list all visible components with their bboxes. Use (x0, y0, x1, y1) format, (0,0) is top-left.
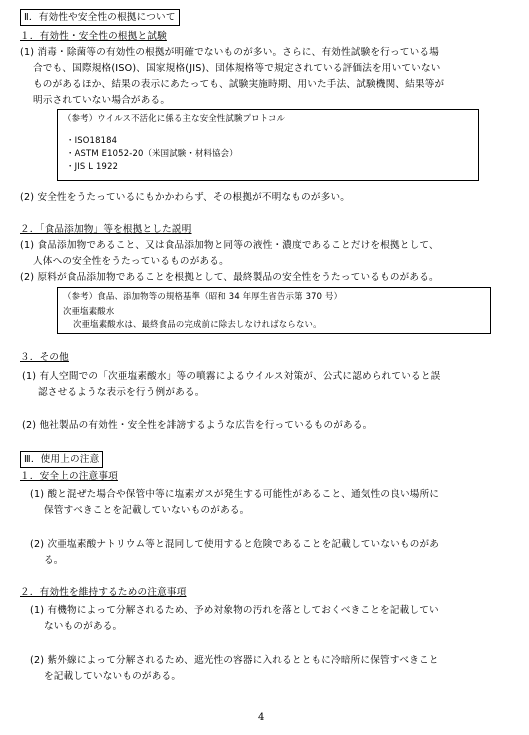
section-heading-validity: Ⅱ．有効性や安全性の根拠について (20, 9, 180, 26)
paragraph-line: 人体への安全性をうたっているものがある。 (33, 256, 229, 267)
paragraph-line: (2) 他社製品の有効性・安全性を誹謗するような広告を行っているものがある。 (22, 420, 373, 431)
subsection-title-food-additive: ２．「食品添加物」等を根拠とした説明 (20, 224, 192, 235)
subsection-title-safety: １．安全上の注意事項 (20, 471, 118, 482)
paragraph-line: (1) 有人空間での「次亜塩素酸水」等の噴霧によるウイルス対策が、公式に認められていると誤 (22, 371, 441, 382)
paragraph-line: (2) 原料が食品添加物であることを根拠として、最終製品の安全性をうたっているものがある。 (20, 272, 439, 283)
paragraph-line: を記載していないものがある。 (44, 671, 182, 682)
paragraph-line: ものがあるほか、結果の表示にあたっても、試験実施時期、用いた手法、試験機関、結果等が (33, 79, 445, 90)
paragraph-line: (1) 有機物によって分解されるため、予め対象物の汚れを落としておくべきことを記載してい (30, 605, 439, 616)
subsection-title-evidence: １．有効性・安全性の根拠と試験 (20, 31, 167, 42)
paragraph-line: 認させるような表示を行う例がある。 (38, 387, 205, 398)
paragraph-line: (2) 安全性をうたっているにもかかわらず、その根拠が不明なものが多い。 (20, 192, 351, 203)
reference-item: ・ISO18184 (66, 135, 118, 145)
paragraph-line: る。 (44, 555, 64, 566)
reference-item: ・JIS L 1922 (66, 161, 119, 171)
paragraph-line: (1) 消毒・除菌等の有効性の根拠が明確でないものが多い。さらに、有効性試験を行っている場 (20, 47, 439, 58)
paragraph-line: (2) 次亜塩素酸ナトリウム等と混同して使用すると危険であることを記載していないものがあ (30, 539, 440, 550)
subsection-title-other: ３．その他 (20, 352, 69, 363)
paragraph-line: (1) 酸と混ぜた場合や保管中等に塩素ガスが発生する可能性があること、通気性の良い場所に (30, 489, 440, 500)
page-number: 4 (258, 712, 265, 723)
paragraph-line: (1) 食品添加物であること、又は食品添加物と同等の液性・濃度であることだけを根拠として、 (20, 240, 439, 251)
paragraph-line: 合でも、国際規格(ISO)、国家規格(JIS)、団体規格等で規定されている評価法を用いていない (33, 63, 441, 74)
subsection-title-efficacy: ２．有効性を維持するための注意事項 (20, 587, 187, 598)
paragraph-line: (2) 紫外線によって分解されるため、遮光性の容器に入れるとともに冷暗所に保管すべきこと (30, 655, 439, 666)
reference-item: ・ASTM E1052-20（米国試験・材料協会） (66, 148, 238, 158)
reference-item: 次亜塩素酸水 (63, 306, 115, 316)
reference-box-title: （参考）食品、添加物等の規格基準（昭和 34 年厚生省告示第 370 号） (63, 291, 343, 301)
paragraph-line: 保管すべきことを記載していないものがある。 (44, 505, 250, 516)
section-heading-usage-precautions: Ⅲ．使用上の注意 (20, 451, 103, 468)
paragraph-line: 明示されていない場合がある。 (33, 95, 171, 106)
reference-item: 次亜塩素酸水は、最終食品の完成前に除去しなければならない。 (73, 319, 322, 329)
reference-box-title: （参考）ウイルス不活化に係る主な安全性試験プロトコル (63, 113, 286, 123)
paragraph-line: ないものがある。 (44, 621, 123, 632)
